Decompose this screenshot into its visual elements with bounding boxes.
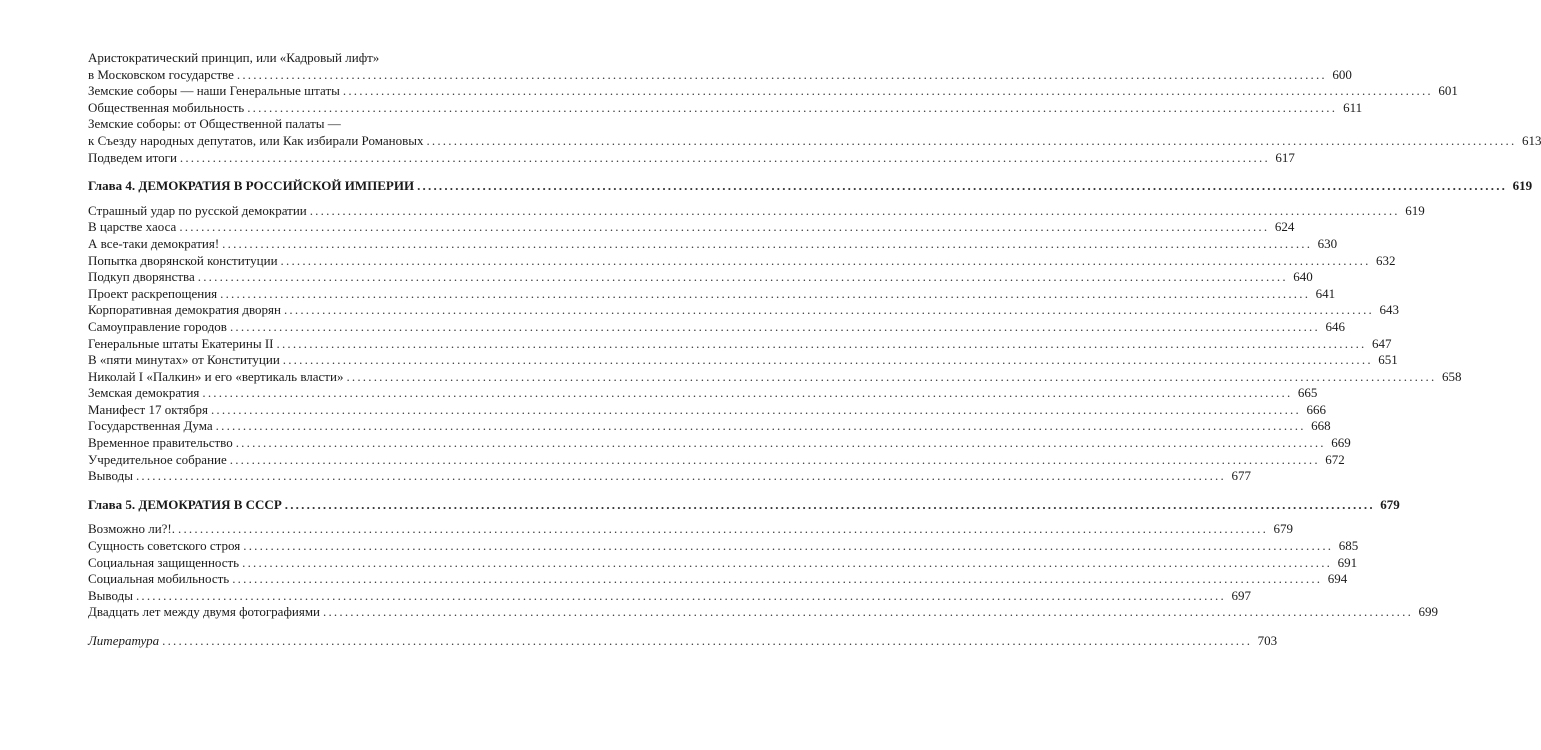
leader-dots: ........................................................................................................................................................................................................ <box>215 418 1306 434</box>
toc-page-number: 632 <box>1376 252 1396 268</box>
leader-dots: ........................................................................................................................................................................................................ <box>243 538 1334 554</box>
toc-entry-title: Земская демократия <box>88 385 200 401</box>
toc-entry[interactable] <box>88 385 1318 402</box>
toc-entry-title: Николай I «Палкин» и его «вертикаль власти» <box>88 368 344 384</box>
toc-page-number: 647 <box>1372 335 1392 351</box>
toc-entry-title: Социальная мобильность <box>88 571 230 587</box>
literature-entry[interactable] <box>88 633 1278 650</box>
toc-page-number: 640 <box>1293 269 1313 285</box>
toc-entry-title: Возможно ли?!. <box>88 521 176 537</box>
leader-dots: ........................................................................................................................................................................................................ <box>236 66 1327 82</box>
toc-entry-title: Временное правительство <box>88 435 233 451</box>
leader-dots: ........................................................................................................................................................................................................ <box>242 554 1333 570</box>
toc-entry-title: Выводы <box>88 468 133 484</box>
toc-entry-title: Выводы <box>88 587 133 603</box>
toc-entry[interactable] <box>88 604 1439 621</box>
toc-entry[interactable] <box>88 335 1392 353</box>
toc-page-number: 600 <box>1332 66 1352 82</box>
toc-page-number: 601 <box>1438 83 1458 99</box>
toc-entry-title: Сущность советского строя <box>88 538 241 554</box>
leader-dots: ........................................................................................................................................................................................................ <box>247 99 1338 115</box>
toc-entry[interactable] <box>88 352 1398 369</box>
chapter-title: Глава 5. ДЕМОКРАТИЯ В СССР <box>88 496 282 512</box>
toc-page-number: 611 <box>1343 99 1363 115</box>
toc-entry[interactable] <box>88 418 1331 435</box>
leader-dots: ........................................................................................................................................................................................................ <box>178 521 1269 537</box>
toc-page-number: 694 <box>1327 571 1348 587</box>
leader-dots: ........................................................................................................................................................................................................ <box>276 335 1367 351</box>
chapter-4-heading[interactable] <box>88 178 1533 195</box>
toc-entry-title: Генеральные штаты Екатерины II <box>88 335 274 351</box>
chapter-5-heading[interactable] <box>88 496 1400 514</box>
toc-page-number: 643 <box>1379 302 1399 318</box>
leader-dots: ........................................................................................................................................................................................................ <box>162 633 1253 648</box>
leader-dots: ........................................................................................................................................................................................................ <box>197 269 1288 285</box>
toc-page-number: 685 <box>1338 538 1359 554</box>
toc-entry-title: Социальная защищенность <box>88 554 240 570</box>
leader-dots: ........................................................................................................................................................................................................ <box>282 352 1373 368</box>
toc-entry[interactable] <box>88 50 1352 83</box>
toc-page-number: 679 <box>1273 521 1294 537</box>
toc-entry[interactable] <box>88 554 1358 572</box>
toc-entry-title: А все-таки демократия! <box>88 235 220 251</box>
leader-dots: ........................................................................................................................................................................................................ <box>426 132 1517 148</box>
toc-entry[interactable] <box>88 368 1462 386</box>
leader-dots: ........................................................................................................................................................................................................ <box>210 401 1301 417</box>
toc-entry-title: Корпоративная демократия дворян <box>88 302 281 318</box>
leader-dots: ........................................................................................................................................................................................................ <box>309 202 1400 218</box>
toc-entry-title: Самоуправление городов <box>88 318 227 334</box>
toc-entry[interactable] <box>88 252 1396 270</box>
toc-entry[interactable] <box>88 538 1359 555</box>
leader-dots: ........................................................................................................................................................................................................ <box>135 587 1226 603</box>
toc-entry[interactable] <box>88 116 1541 149</box>
toc-entry-title: Страшный удар по русской демократии <box>88 202 307 218</box>
toc-entry[interactable] <box>88 401 1326 419</box>
toc-page-number: 646 <box>1325 318 1345 334</box>
toc-entry[interactable] <box>88 302 1399 319</box>
chapter-4-entries <box>88 202 1462 485</box>
leader-dots: ........................................................................................................................................................................................................ <box>220 285 1311 301</box>
toc-entry[interactable] <box>88 285 1336 303</box>
toc-page-number: 699 <box>1418 604 1439 620</box>
toc-page-number: 668 <box>1311 418 1331 434</box>
toc-entry-title: Подведем итоги <box>88 149 177 165</box>
leader-dots: ........................................................................................................................................................................................................ <box>179 219 1270 235</box>
toc-entry-title: Земские соборы — наши Генеральные штаты <box>88 83 340 99</box>
toc-page-number: 697 <box>1231 587 1251 603</box>
toc-entry[interactable] <box>88 451 1345 469</box>
toc-entry[interactable] <box>88 571 1348 588</box>
leader-dots: ........................................................................................................................................................................................................ <box>135 468 1226 484</box>
toc-entry[interactable] <box>88 435 1351 452</box>
leader-dots: ........................................................................................................................................................................................................ <box>283 302 1374 318</box>
leader-dots: ........................................................................................................................................................................................................ <box>222 235 1313 251</box>
leader-dots: ........................................................................................................................................................................................................ <box>229 451 1320 467</box>
intro-section <box>88 50 1541 166</box>
toc-page-number: 672 <box>1325 451 1345 467</box>
leader-dots: ........................................................................................................................................................................................................ <box>346 368 1437 384</box>
toc-page-number: 691 <box>1337 554 1358 570</box>
toc-entry[interactable] <box>88 521 1294 538</box>
toc-entry-title: Литература <box>88 633 160 648</box>
toc-page-number: 658 <box>1441 368 1462 384</box>
toc-entry-title: Попытка дворянской конституции <box>88 252 278 268</box>
chapter-5-entries <box>88 521 1439 621</box>
toc-page-number: 651 <box>1378 352 1398 368</box>
toc-page-number: 677 <box>1231 468 1251 484</box>
toc-entry-title: Государственная Дума <box>88 418 213 434</box>
toc-entry[interactable] <box>88 235 1338 253</box>
toc-page-number: 619 <box>1512 178 1533 194</box>
toc-entry-title: к Съезду народных депутатов, или Как избирали Романовых <box>88 132 424 148</box>
toc-entry-title: Проект раскрепощения <box>88 285 218 301</box>
leader-dots: ........................................................................................................................................................................................................ <box>417 178 1508 194</box>
toc-entry-line: Земские соборы: от Общественной палаты — <box>88 116 341 132</box>
toc-entry[interactable] <box>88 99 1363 117</box>
toc-entry-title: В царстве хаоса <box>88 219 177 235</box>
toc-entry-title: Общественная мобильность <box>88 99 245 115</box>
toc-entry[interactable] <box>88 219 1295 236</box>
toc-entry[interactable] <box>88 587 1251 605</box>
leader-dots: ........................................................................................................................................................................................................ <box>235 435 1326 451</box>
leader-dots: ........................................................................................................................................................................................................ <box>342 83 1433 99</box>
leader-dots: ........................................................................................................................................................................................................ <box>202 385 1293 401</box>
leader-dots: ........................................................................................................................................................................................................ <box>323 604 1414 620</box>
leader-dots: ........................................................................................................................................................................................................ <box>232 571 1323 587</box>
table-of-contents <box>88 50 1541 650</box>
toc-entry[interactable] <box>88 468 1251 485</box>
leader-dots: ........................................................................................................................................................................................................ <box>280 252 1371 268</box>
toc-page-number: 703 <box>1257 633 1278 648</box>
toc-entry[interactable] <box>88 202 1425 220</box>
toc-entry-title: Манифест 17 октября <box>88 401 208 417</box>
toc-page-number: 669 <box>1331 435 1351 451</box>
toc-entry-title: Учредительное собрание <box>88 451 227 467</box>
chapter-title: Глава 4. ДЕМОКРАТИЯ В РОССИЙСКОЙ ИМПЕРИИ <box>88 178 415 194</box>
toc-entry-line: Аристократический принцип, или «Кадровый лифт» <box>88 50 380 65</box>
toc-page-number: 666 <box>1306 401 1326 417</box>
toc-page-number: 624 <box>1274 219 1295 235</box>
toc-entry[interactable] <box>88 83 1458 100</box>
toc-page-number: 630 <box>1317 235 1338 251</box>
toc-page-number: 619 <box>1405 202 1425 218</box>
toc-entry-row <box>88 132 1541 150</box>
toc-entry[interactable] <box>88 149 1295 167</box>
toc-entry-title: В «пяти минутах» от Конституции <box>88 352 280 368</box>
leader-dots: ........................................................................................................................................................................................................ <box>229 318 1320 334</box>
toc-page-number: 641 <box>1315 285 1336 301</box>
toc-page-number: 613 <box>1521 132 1541 148</box>
toc-page-number: 617 <box>1275 149 1295 165</box>
toc-entry-title: Двадцать лет между двумя фотографиями <box>88 604 321 620</box>
leader-dots: ........................................................................................................................................................................................................ <box>179 149 1270 165</box>
toc-entry-row <box>88 66 1352 84</box>
toc-entry[interactable] <box>88 318 1345 336</box>
toc-entry-title: Подкуп дворянства <box>88 269 195 285</box>
toc-entry-title: в Московском государстве <box>88 66 234 82</box>
toc-entry[interactable] <box>88 269 1313 286</box>
leader-dots: ........................................................................................................................................................................................................ <box>284 496 1375 512</box>
toc-page-number: 665 <box>1297 385 1318 401</box>
toc-page-number: 679 <box>1380 496 1400 512</box>
